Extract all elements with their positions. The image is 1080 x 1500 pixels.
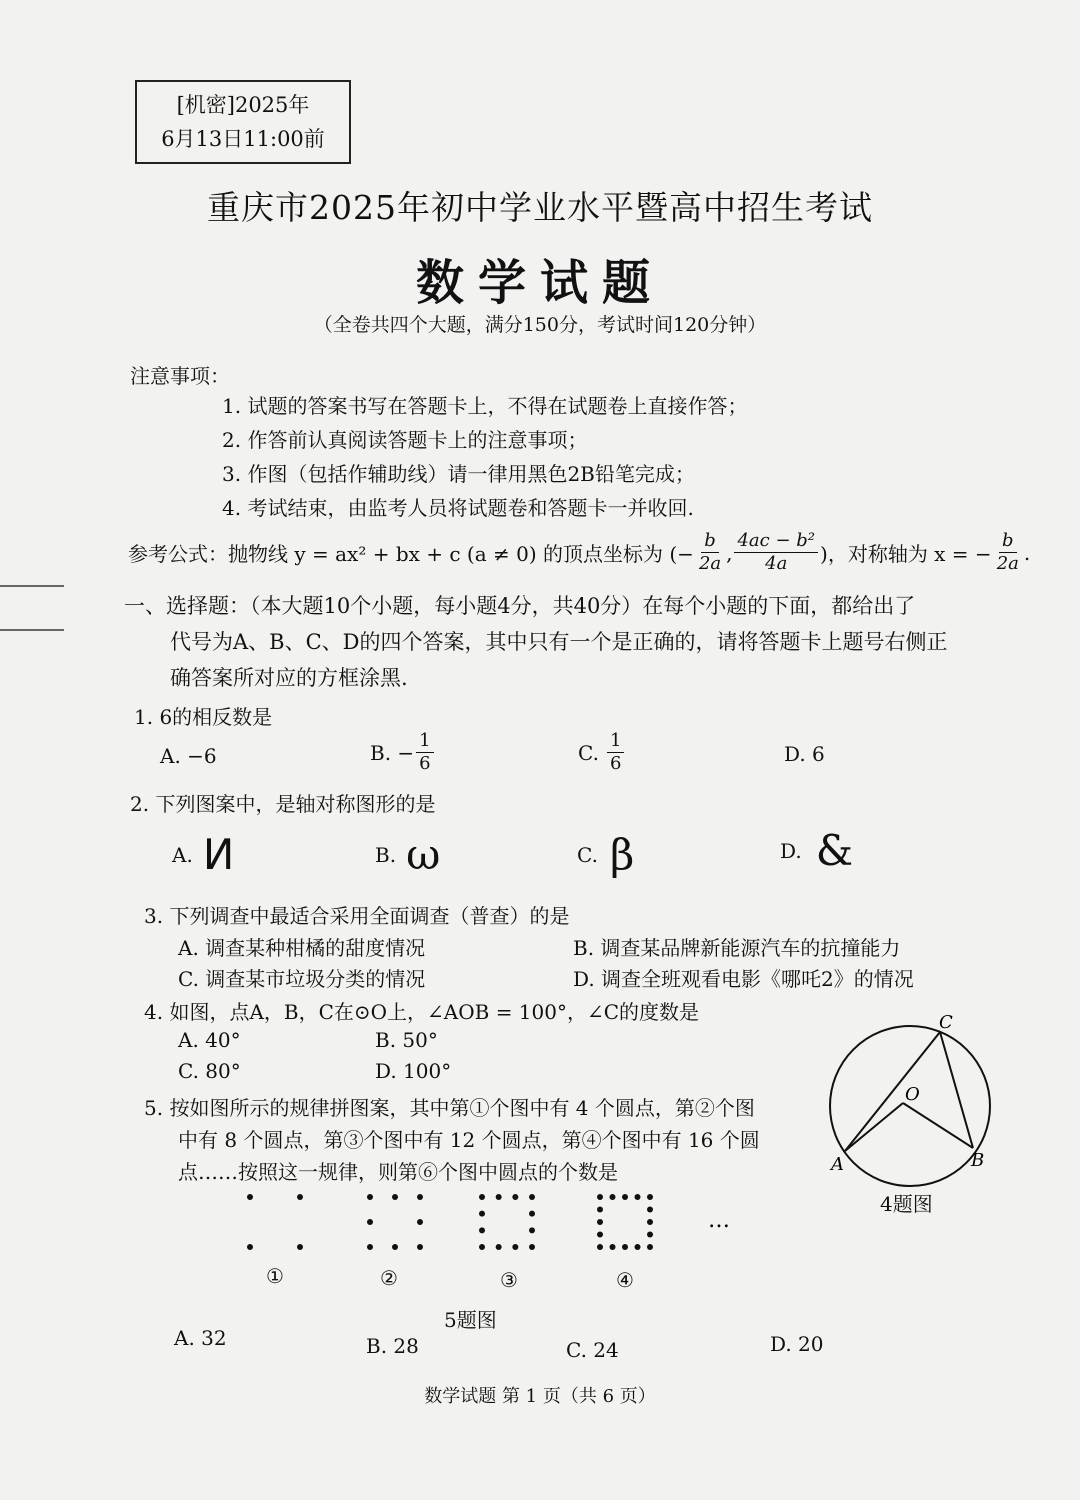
q5-line-2: 中有 8 个圆点，第③个图中有 12 个圆点，第④个图中有 16 个圆 bbox=[178, 1128, 760, 1152]
q4-option-d: D. 100° bbox=[375, 1059, 452, 1083]
pattern-dot bbox=[297, 1244, 303, 1250]
notice-item-1: 1. 试题的答案书写在答题卡上，不得在试题卷上直接作答； bbox=[222, 394, 748, 418]
pattern-dot bbox=[647, 1244, 653, 1250]
q5-option-d: D. 20 bbox=[770, 1332, 824, 1356]
q4-circle-figure bbox=[815, 1008, 1015, 1193]
q5-figure-caption: 5题图 bbox=[444, 1308, 497, 1332]
fraction bbox=[416, 730, 433, 775]
vertex-x-fraction bbox=[696, 530, 724, 575]
pattern-label-4: ④ bbox=[616, 1268, 634, 1292]
q1-option-c bbox=[578, 730, 626, 775]
q4-option-c: C. 80° bbox=[178, 1059, 241, 1083]
pattern-dot bbox=[496, 1194, 502, 1200]
pattern-dot bbox=[597, 1194, 603, 1200]
q5-option-a: A. 32 bbox=[174, 1326, 227, 1350]
notice-item-4: 4. 考试结束，由监考人员将试题卷和答题卡一并收回. bbox=[222, 496, 694, 520]
q4-option-b: B. 50° bbox=[375, 1028, 438, 1052]
pattern-dot bbox=[610, 1244, 616, 1250]
pattern-dot bbox=[529, 1194, 535, 1200]
q5-line-3: 点……按照这一规律，则第⑥个图中圆点的个数是 bbox=[178, 1160, 618, 1184]
exam-scope: （全卷共四个大题，满分150分，考试时间120分钟） bbox=[313, 314, 767, 336]
section1-line-1: 一、选择题：（本大题10个小题，每小题4分，共40分）在每个小题的下面，都给出了 bbox=[124, 594, 916, 618]
dots-layer bbox=[247, 1194, 653, 1250]
pattern-dot bbox=[496, 1244, 502, 1250]
q2-option-a bbox=[172, 830, 234, 879]
formula-separator: , bbox=[726, 540, 733, 565]
pattern-dot bbox=[529, 1244, 535, 1250]
pattern-dot bbox=[479, 1227, 485, 1233]
notice-heading: 注意事项： bbox=[130, 364, 230, 388]
label-c: C bbox=[939, 1012, 953, 1033]
pattern-dot bbox=[367, 1219, 373, 1225]
pattern-dot bbox=[479, 1194, 485, 1200]
pattern-dot bbox=[392, 1244, 398, 1250]
seal-line-1: [机密]2025年 bbox=[176, 93, 310, 117]
pattern-dot bbox=[597, 1207, 603, 1213]
q4-figure-caption: 4题图 bbox=[880, 1192, 933, 1216]
label-b: B bbox=[971, 1150, 985, 1171]
q4-option-a: A. 40° bbox=[178, 1028, 241, 1052]
ampersand-symbol: & bbox=[815, 826, 854, 875]
pattern-dot bbox=[512, 1244, 518, 1250]
page-footer: 数学试题 第 1 页（共 6 页） bbox=[424, 1386, 656, 1407]
fraction-numerator: 1 bbox=[416, 730, 433, 753]
q1-option-b bbox=[370, 730, 436, 775]
segment-oa bbox=[845, 1103, 903, 1151]
fraction-numerator: b bbox=[999, 530, 1017, 553]
fraction bbox=[607, 730, 624, 775]
notice-item-3: 3. 作图（包括作辅助线）请一律用黑色2B铅笔完成； bbox=[222, 462, 695, 486]
pattern-dot bbox=[597, 1244, 603, 1250]
q1-stem: 1. 6的相反数是 bbox=[134, 705, 273, 729]
pattern-dot bbox=[479, 1211, 485, 1217]
fraction-numerator: b bbox=[701, 530, 719, 553]
pattern-dot bbox=[367, 1244, 373, 1250]
section1-line-2: 代号为A、B、C、D的四个答案，其中只有一个是正确的，请将答题卡上题号右侧正 bbox=[170, 630, 948, 654]
pattern-dot bbox=[392, 1194, 398, 1200]
pattern-dot bbox=[417, 1244, 423, 1250]
fraction-denominator: 4a bbox=[765, 553, 788, 574]
option-label: A. bbox=[172, 842, 193, 867]
q5-line-1: 5. 按如图所示的规律拼图案，其中第①个图中有 4 个圆点，第②个图 bbox=[144, 1096, 755, 1120]
q5-option-c: C. 24 bbox=[566, 1338, 619, 1362]
section1-line-3: 确答案所对应的方框涂黑. bbox=[170, 666, 408, 690]
pattern-dot bbox=[512, 1194, 518, 1200]
fraction-denominator: 6 bbox=[419, 753, 431, 774]
pattern-dot bbox=[610, 1194, 616, 1200]
q5-option-b: B. 28 bbox=[366, 1334, 419, 1358]
fraction-denominator: 2a bbox=[698, 553, 722, 574]
fraction-denominator: 6 bbox=[609, 753, 622, 774]
q1-option-a: A. −6 bbox=[160, 744, 217, 768]
pattern-ellipsis: … bbox=[708, 1208, 730, 1233]
pattern-dot bbox=[247, 1194, 253, 1200]
formula-end: . bbox=[1023, 540, 1031, 565]
axis-fraction bbox=[994, 530, 1022, 575]
subject-title: 数学试题 bbox=[415, 255, 664, 311]
pattern-dot bbox=[479, 1244, 485, 1250]
pattern-label-2: ② bbox=[380, 1266, 398, 1290]
formula-middle: )，对称轴为 x = − bbox=[820, 542, 992, 566]
q3-stem: 3. 下列调查中最适合采用全面调查（普查）的是 bbox=[144, 904, 570, 928]
vertex-y-fraction bbox=[734, 530, 818, 575]
label-o: O bbox=[905, 1084, 920, 1105]
pattern-dot bbox=[597, 1232, 603, 1238]
margin-mark bbox=[0, 585, 64, 631]
option-label: B. bbox=[375, 842, 397, 867]
pattern-dot bbox=[417, 1194, 423, 1200]
q4-stem: 4. 如图，点A，B，C在⊙O上，∠AOB = 100°，∠C的度数是 bbox=[144, 1000, 700, 1024]
q2-stem: 2. 下列图案中，是轴对称图形的是 bbox=[130, 792, 436, 816]
option-label: C. bbox=[578, 740, 599, 765]
pattern-dot bbox=[247, 1244, 253, 1250]
pattern-dot bbox=[597, 1219, 603, 1225]
q2-option-b bbox=[375, 830, 440, 879]
q3-option-b: B. 调查某品牌新能源汽车的抗撞能力 bbox=[573, 936, 901, 960]
q3-option-c: C. 调查某市垃圾分类的情况 bbox=[178, 967, 426, 991]
q2-option-c bbox=[577, 830, 634, 879]
beta-symbol: β bbox=[609, 830, 635, 879]
circle-o bbox=[830, 1026, 990, 1186]
segment-ca bbox=[845, 1032, 940, 1151]
option-label: C. bbox=[577, 842, 598, 867]
pattern-dot bbox=[647, 1207, 653, 1213]
pattern-dot bbox=[529, 1211, 535, 1217]
pattern-dot bbox=[647, 1194, 653, 1200]
pattern-dot bbox=[297, 1194, 303, 1200]
pattern-label-1: ① bbox=[266, 1264, 284, 1288]
pattern-dot bbox=[367, 1194, 373, 1200]
seal-line-2: 6月13日11:00前 bbox=[161, 127, 325, 151]
reference-formula bbox=[128, 530, 1030, 575]
fraction-denominator: 2a bbox=[996, 553, 1019, 574]
q3-option-a: A. 调查某种柑橘的甜度情况 bbox=[178, 936, 426, 960]
pattern-dot bbox=[647, 1219, 653, 1225]
pattern-dot bbox=[417, 1219, 423, 1225]
pattern-dot bbox=[635, 1244, 641, 1250]
q3-option-d: D. 调查全班观看电影《哪吒2》的情况 bbox=[573, 967, 914, 991]
label-a: A bbox=[831, 1154, 844, 1175]
omega-symbol: ω bbox=[406, 830, 441, 879]
pattern-dot bbox=[622, 1194, 628, 1200]
pattern-dot bbox=[635, 1194, 641, 1200]
fraction-numerator: 1 bbox=[607, 730, 624, 753]
formula-lead: 参考公式：抛物线 y = ax² + bx + c (a ≠ 0) 的顶点坐标为 (− bbox=[128, 542, 694, 566]
q5-dot-patterns bbox=[230, 1185, 750, 1275]
notice-item-2: 2. 作答前认真阅读答题卡上的注意事项； bbox=[222, 428, 588, 452]
pattern-dot bbox=[529, 1227, 535, 1233]
option-label: D. bbox=[780, 838, 802, 863]
q1-option-d: D. 6 bbox=[784, 742, 825, 766]
reversed-n-symbol: И bbox=[202, 830, 235, 879]
exam-title: 重庆市2025年初中学业水平暨高中招生考试 bbox=[207, 188, 873, 227]
option-label: B. − bbox=[370, 740, 415, 765]
confidential-seal bbox=[135, 80, 351, 164]
pattern-dot bbox=[647, 1232, 653, 1238]
pattern-label-3: ③ bbox=[500, 1268, 518, 1292]
q2-option-d bbox=[780, 826, 853, 875]
pattern-dot bbox=[622, 1244, 628, 1250]
fraction-numerator: 4ac − b² bbox=[734, 530, 818, 553]
